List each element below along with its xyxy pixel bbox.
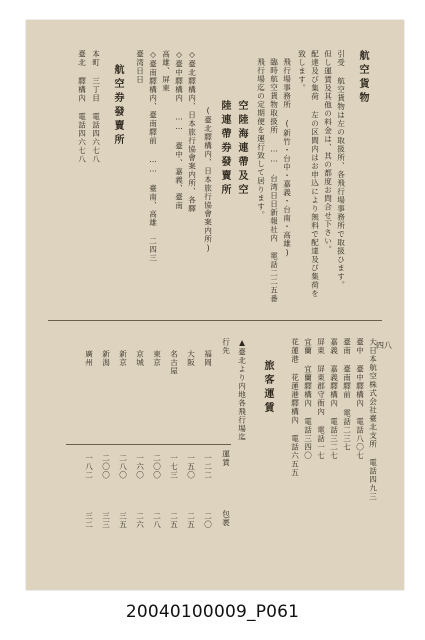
agency-line: 大日本航空株式会社臺北支所 電話四九三 — [368, 338, 378, 501]
agency-line: 臺南 臺南驛前 電話二三七 — [342, 338, 352, 452]
office-heading: 航空券發賣所 — [112, 64, 123, 148]
sales-line: ◇臺南驛構内、臺南驛前 …… 臺南、高雄 二四三 — [148, 50, 158, 263]
fare-destination: 東京 — [152, 350, 162, 367]
office-line: 臺北 驛構內 電話四六七八 — [77, 50, 87, 164]
cargo-line: 臨時航空貨物取扱所 …… 台湾日日新報社内 電話二二五番 — [269, 58, 279, 303]
document-page — [26, 20, 404, 590]
fare-note: ▲臺北より内地各飛行場迄 — [237, 338, 247, 442]
cargo-heading: 航空貨物 — [357, 50, 368, 106]
fare-col-parcel: 包裹 — [221, 510, 231, 527]
fare-parcel: 二五 — [169, 512, 179, 529]
sales-note: (臺北驛構内、日本旅行協會案内所) — [203, 106, 213, 254]
fare-amount: 一六〇 — [135, 454, 145, 480]
fare-parcel: 二八 — [152, 512, 162, 529]
cargo-line: 致します。 — [297, 50, 307, 93]
fare-destination: 京城 — [135, 350, 145, 367]
office-line: 本町 三丁目 電話四六七八 — [91, 50, 101, 164]
fare-parcel: 三二 — [84, 512, 94, 529]
fare-amount: 一二二 — [203, 454, 213, 480]
cargo-line: 配達及び集荷 左の区間内はお申込により無料で配達及び集荷を — [310, 50, 320, 298]
fare-destination: 福岡 — [203, 350, 213, 367]
fare-amount: 一五〇 — [186, 454, 196, 480]
sales-line: ◇臺北驛構内、日本旅行協會案内所、各驛 — [187, 50, 197, 213]
agency-line: 臺中 臺中驛構內 電話八〇七 — [355, 338, 365, 460]
agency-line: 屏東 屏東郡守衙內 電話一七 — [316, 338, 326, 460]
sales-line: 高雄、屏東 — [161, 50, 171, 93]
fare-parcel: 三五 — [118, 512, 128, 529]
sales-title: 空陸海連帶及空 — [236, 100, 247, 198]
sales-line: 臺湾日日 — [135, 50, 145, 84]
fare-destination: 新京 — [118, 350, 128, 367]
fare-destination: 大阪 — [186, 350, 196, 367]
fare-amount: 一八二 — [84, 454, 94, 480]
fare-parcel: 三三 — [101, 512, 111, 529]
cargo-line: 飛行場事務所 (新竹・台中・嘉義・台南・高雄) — [282, 58, 292, 258]
agency-line: 宜蘭 宜蘭驛構內 電話三四〇 — [303, 338, 313, 460]
fare-parcel: 二〇 — [203, 512, 213, 529]
fare-col-fare: 運賃 — [221, 450, 231, 467]
fare-destination: 名古屋 — [169, 350, 179, 376]
fare-col-destination: 行先 — [221, 338, 231, 355]
fare-parcel: 二六 — [135, 512, 145, 529]
agency-line: 嘉義 嘉義驛構內 電話三二七 — [329, 338, 339, 460]
cargo-line: 引受 航空貨物は左の取扱所、各飛行場事務所で取扱ひます。 — [336, 50, 346, 290]
fare-parcel: 二五 — [186, 512, 196, 529]
image-caption: 20040100009_P061 — [125, 602, 300, 622]
agency-line: 花蓮港 花蓮港驛構內 電話六五五 — [290, 338, 300, 477]
fare-destination: 廣州 — [84, 350, 94, 367]
fare-destination: 新潟 — [101, 350, 111, 367]
fare-amount: 二〇〇 — [101, 454, 111, 480]
sales-title: 陸連帶券發賣所 — [219, 100, 230, 198]
page-number: 四八 — [376, 341, 392, 350]
fare-heading: 旅客運賃 — [262, 360, 273, 416]
section-divider — [48, 320, 382, 321]
sales-line: ◇臺中驛構内 …… 臺中、嘉義、臺南 — [174, 50, 184, 210]
fare-table-rule — [66, 444, 231, 445]
cargo-line: 飛行場迄の定期便を運行致して居ります。 — [256, 58, 266, 220]
cargo-line: 但し運賃及其他の料金は、其の都度お問合せ下さい。 — [323, 50, 333, 254]
fare-amount: 二〇〇 — [152, 454, 162, 480]
fare-amount: 二八〇 — [118, 454, 128, 480]
fare-amount: 一七三 — [169, 454, 179, 480]
